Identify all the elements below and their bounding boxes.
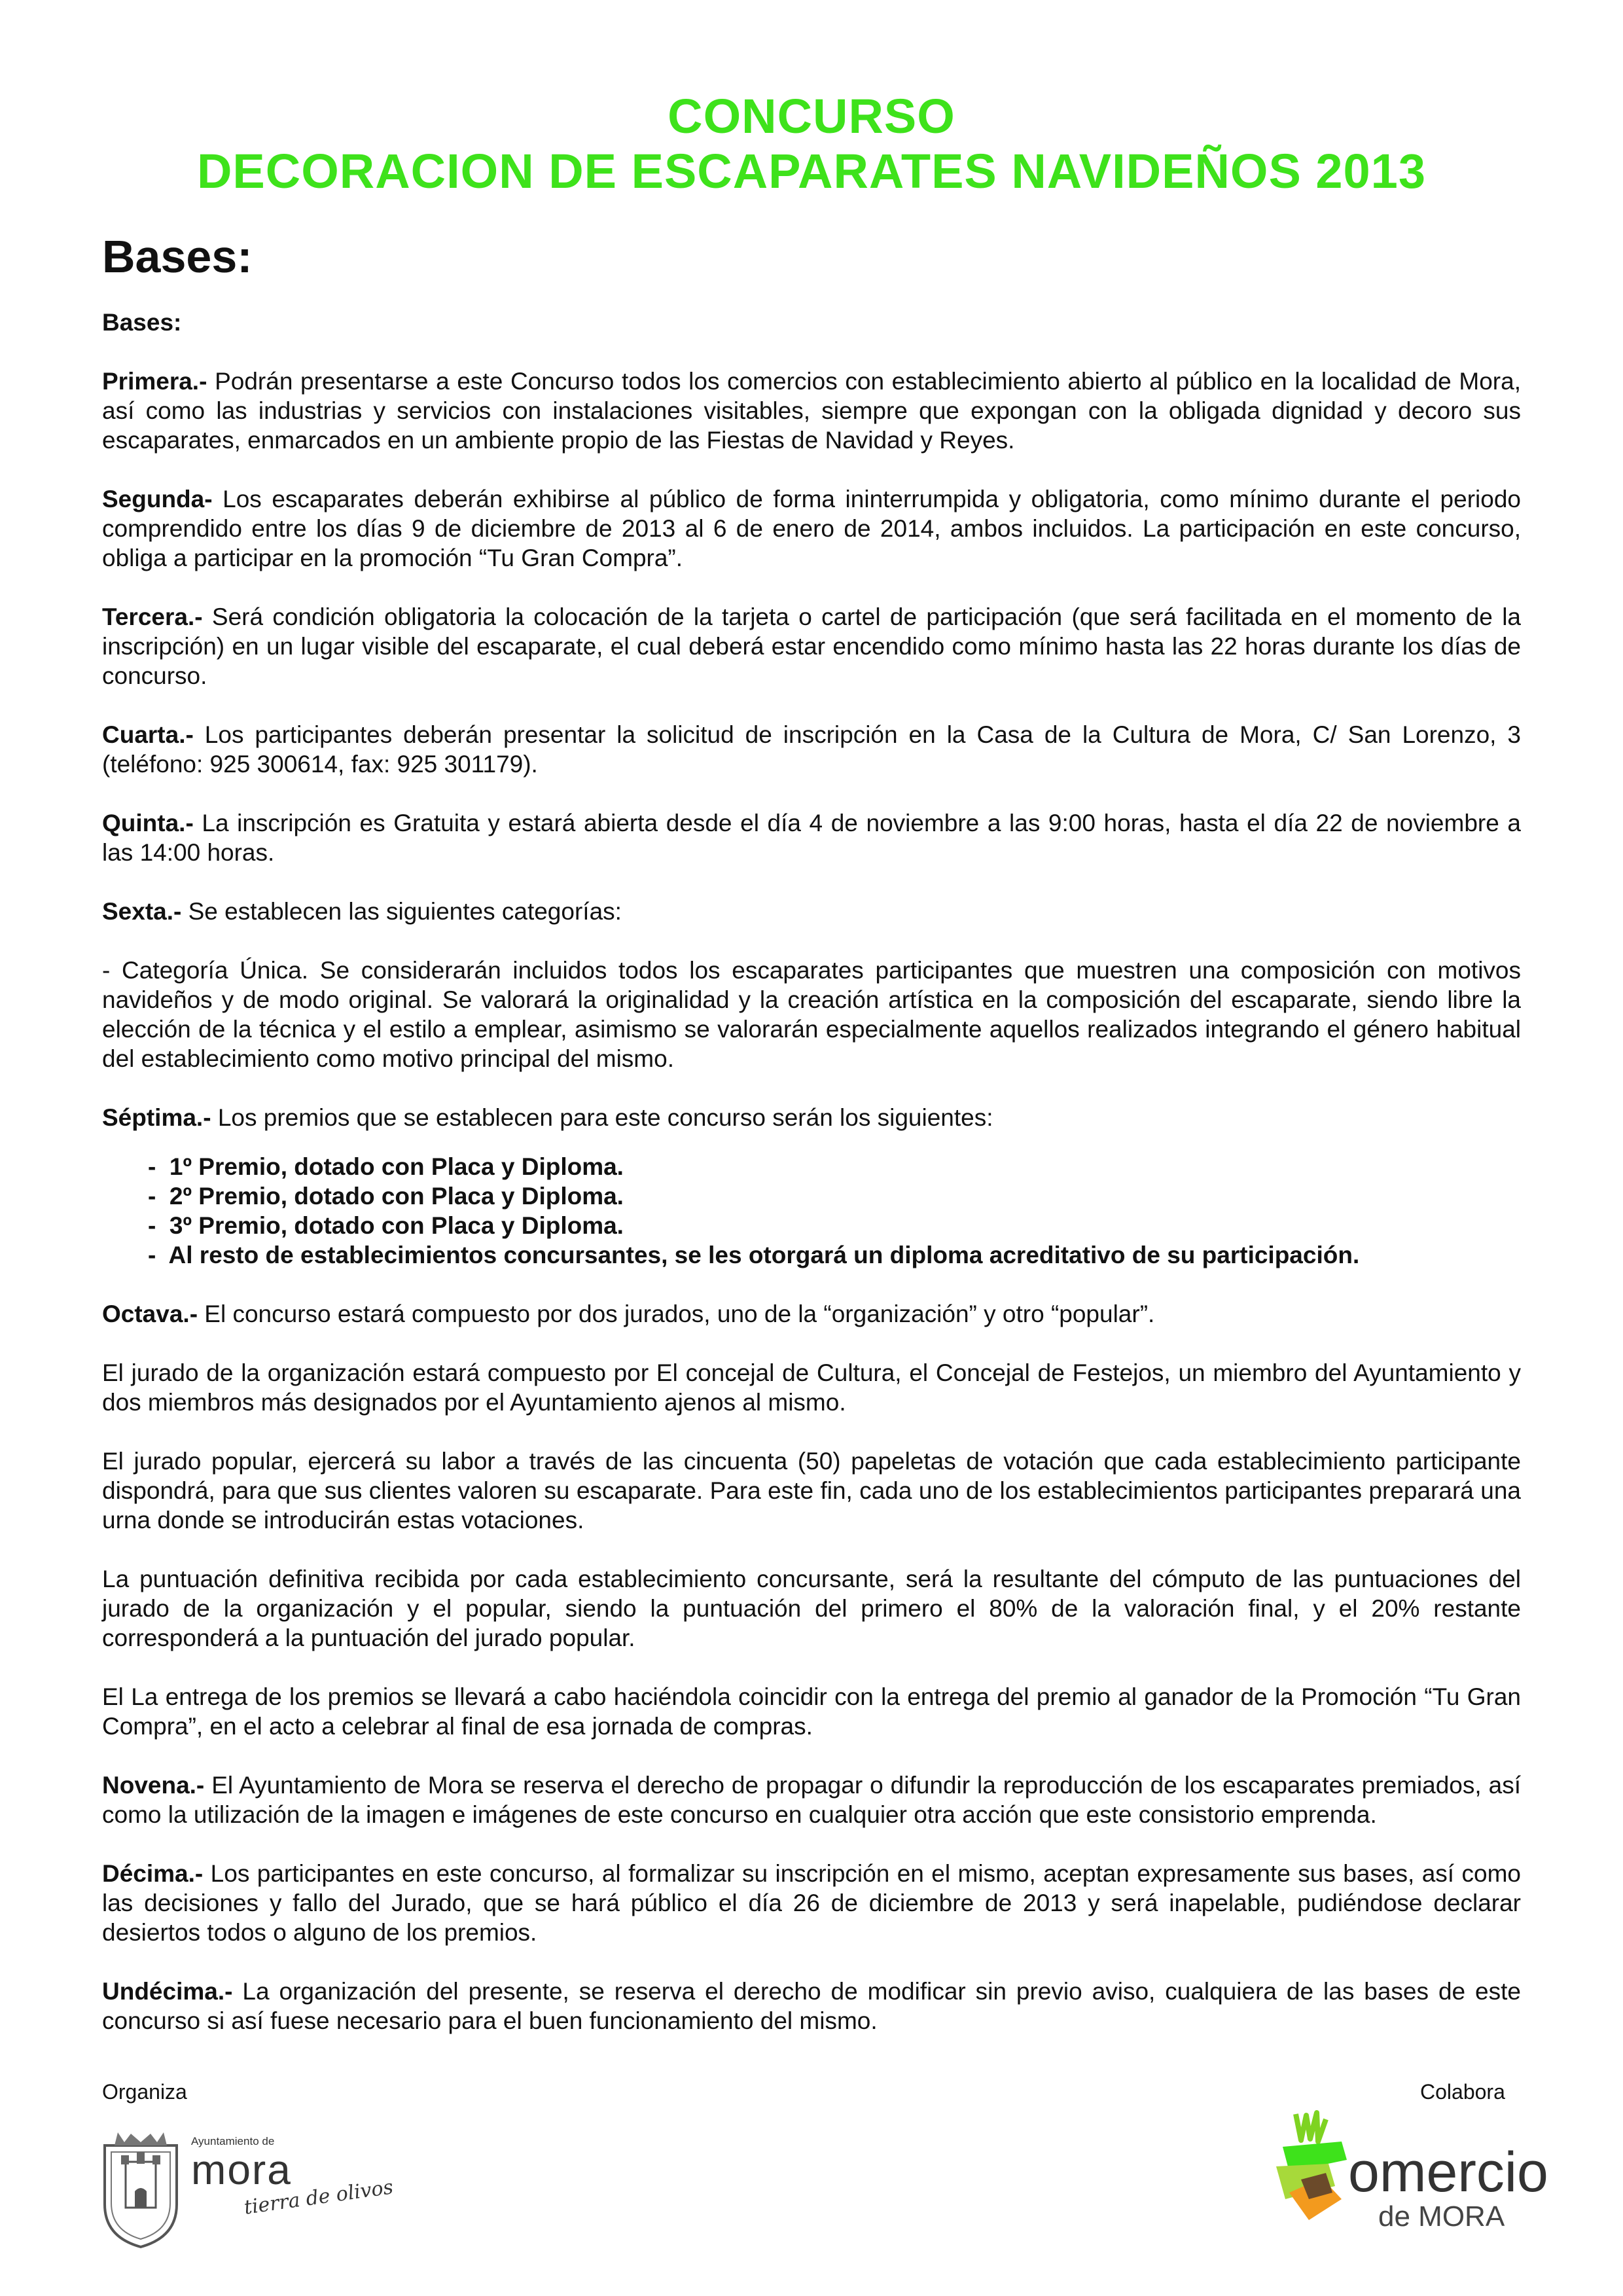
organiza-label: Organiza	[102, 2080, 187, 2104]
bases-heading: Bases:	[102, 231, 253, 282]
document-body	[102, 308, 1521, 2065]
clause-cuarta: Cuarta.- Los participantes deberán presentar la solicitud de inscripción en la Casa de la Cultura de Mora, C/ San Lorenzo, 3 (teléfono: 925 300614, fax: 925 301179).	[102, 721, 1521, 778]
comercio-logo-icon	[1270, 2101, 1355, 2225]
colabora-label: Colabora	[1420, 2080, 1505, 2104]
clause-decima: Décima.- Los participantes en este concurso, al formalizar su inscripción en el mismo, aceptan expresamente sus bases, así como las decisiones y fallo del Jurado, que se hará público el día 26 de diciembre de 2013 y será inapelable, pudiéndose declarar desiertos todos o alguno de los premios.	[102, 1860, 1521, 1946]
prize-item: - 3º Premio, dotado con Placa y Diploma.	[148, 1211, 1521, 1240]
title-line-2: DECORACION DE ESCAPARATES NAVIDEÑOS 2013	[196, 144, 1426, 198]
clause-octava: Octava.- El concurso estará compuesto por dos jurados, uno de la “organización” y otro “popular”.	[102, 1300, 1155, 1327]
bases-subheading: Bases:	[102, 309, 182, 336]
comercio-logo-text: omercio	[1348, 2141, 1548, 2204]
ayuntamiento-label: Ayuntamiento de	[191, 2135, 275, 2147]
prize-item: - Al resto de establecimientos concursantes, se les otorgará un diploma acreditativo de su participación.	[148, 1240, 1521, 1270]
jurado-popular: El jurado popular, ejercerá su labor a través de las cincuenta (50) papeletas de votación que cada establecimiento participante dispondrá, para que sus clientes valoren su escaparate. Para este fin, cada uno de los establecimientos participantes preparará una urna donde se introducirán estas votaciones.	[102, 1448, 1521, 1534]
puntuacion: La puntuación definitiva recibida por cada establecimiento concursante, será la resultante del cómputo de las puntuaciones del jurado de la organización y el popular, siendo la puntuación del primero el 80% de la valoración final, y el 20% restante corresponderá a la puntuación del jurado popular.	[102, 1566, 1521, 1651]
clause-tercera: Tercera.- Será condición obligatoria la colocación de la tarjeta o cartel de participación (que será facilitada en el momento de la inscripción) en un lugar visible del escaparate, el cual deberá estar encendido como mínimo hasta las 22 horas durante los días de concurso.	[102, 603, 1521, 689]
prize-list	[102, 1152, 1521, 1270]
clause-septima: Séptima.- Los premios que se establecen para este concurso serán los siguientes:	[102, 1104, 993, 1131]
prize-item: - 1º Premio, dotado con Placa y Diploma.	[148, 1152, 1521, 1181]
clause-sexta: Sexta.- Se establecen las siguientes categorías:	[102, 898, 622, 925]
clause-segunda: Segunda- Los escaparates deberán exhibirse al público de forma ininterrumpida y obligatoria, como mínimo durante el periodo comprendido entre los días 9 de diciembre de 2013 al 6 de enero de 2014, ambos incluidos. La participación en este concurso, obliga a participar en la promoción “Tu Gran Compra”.	[102, 486, 1521, 571]
categoria-unica: - Categoría Única. Se considerarán incluidos todos los escaparates participantes que muestren una composición con motivos navideños y de modo original. Se valorará la originalidad y la creación artística en la composición del escaparate, siendo libre la elección de la técnica y el estilo a emplear, asimismo se valorarán especialmente aquellos realizados integrando el género habitual del establecimiento como motivo principal del mismo.	[102, 957, 1521, 1072]
mora-tagline: tierra de olivos	[242, 2176, 395, 2219]
mora-logo-text: mora	[191, 2146, 292, 2193]
clause-undecima: Undécima.- La organización del presente, se reserva el derecho de modificar sin previo aviso, cualquiera de las bases de este concurso si así fuese necesario para el buen funcionamiento del mismo.	[102, 1978, 1521, 2034]
clause-novena: Novena.- El Ayuntamiento de Mora se reserva el derecho de propagar o difundir la reproducción de los escaparates premiados, así como la utilización de la imagen e imágenes de este concurso en cualquier otra acción que este consistorio emprenda.	[102, 1772, 1521, 1828]
entrega-premios: El La entrega de los premios se llevará a cabo haciéndola coincidir con la entrega del premio al ganador de la Promoción “Tu Gran Compra”, en el acto a celebrar al final de esa jornada de compras.	[102, 1683, 1521, 1740]
jurado-organizacion: El jurado de la organización estará compuesto por El concejal de Cultura, el Concejal de Festejos, un miembro del Ayuntamiento y dos miembros más designados por el Ayuntamiento ajenos al mismo.	[102, 1359, 1521, 1416]
clause-primera: Primera.- Podrán presentarse a este Concurso todos los comercios con establecimiento abierto al público en la localidad de Mora, así como las industrias y servicios con instalaciones visitables, siempre que expongan con la obligada dignidad y decoro sus escaparates, enmarcados en un ambiente propio de las Fiestas de Navidad y Reyes.	[102, 368, 1521, 454]
comercio-subtitle: de MORA	[1378, 2200, 1505, 2233]
prize-item: - 2º Premio, dotado con Placa y Diploma.	[148, 1181, 1521, 1211]
clause-quinta: Quinta.- La inscripción es Gratuita y estará abierta desde el día 4 de noviembre a las 9:00 horas, hasta el día 22 de noviembre a las 14:00 horas.	[102, 810, 1521, 866]
title-line-1: CONCURSO	[668, 89, 955, 143]
mora-coat-of-arms-icon	[98, 2126, 183, 2250]
